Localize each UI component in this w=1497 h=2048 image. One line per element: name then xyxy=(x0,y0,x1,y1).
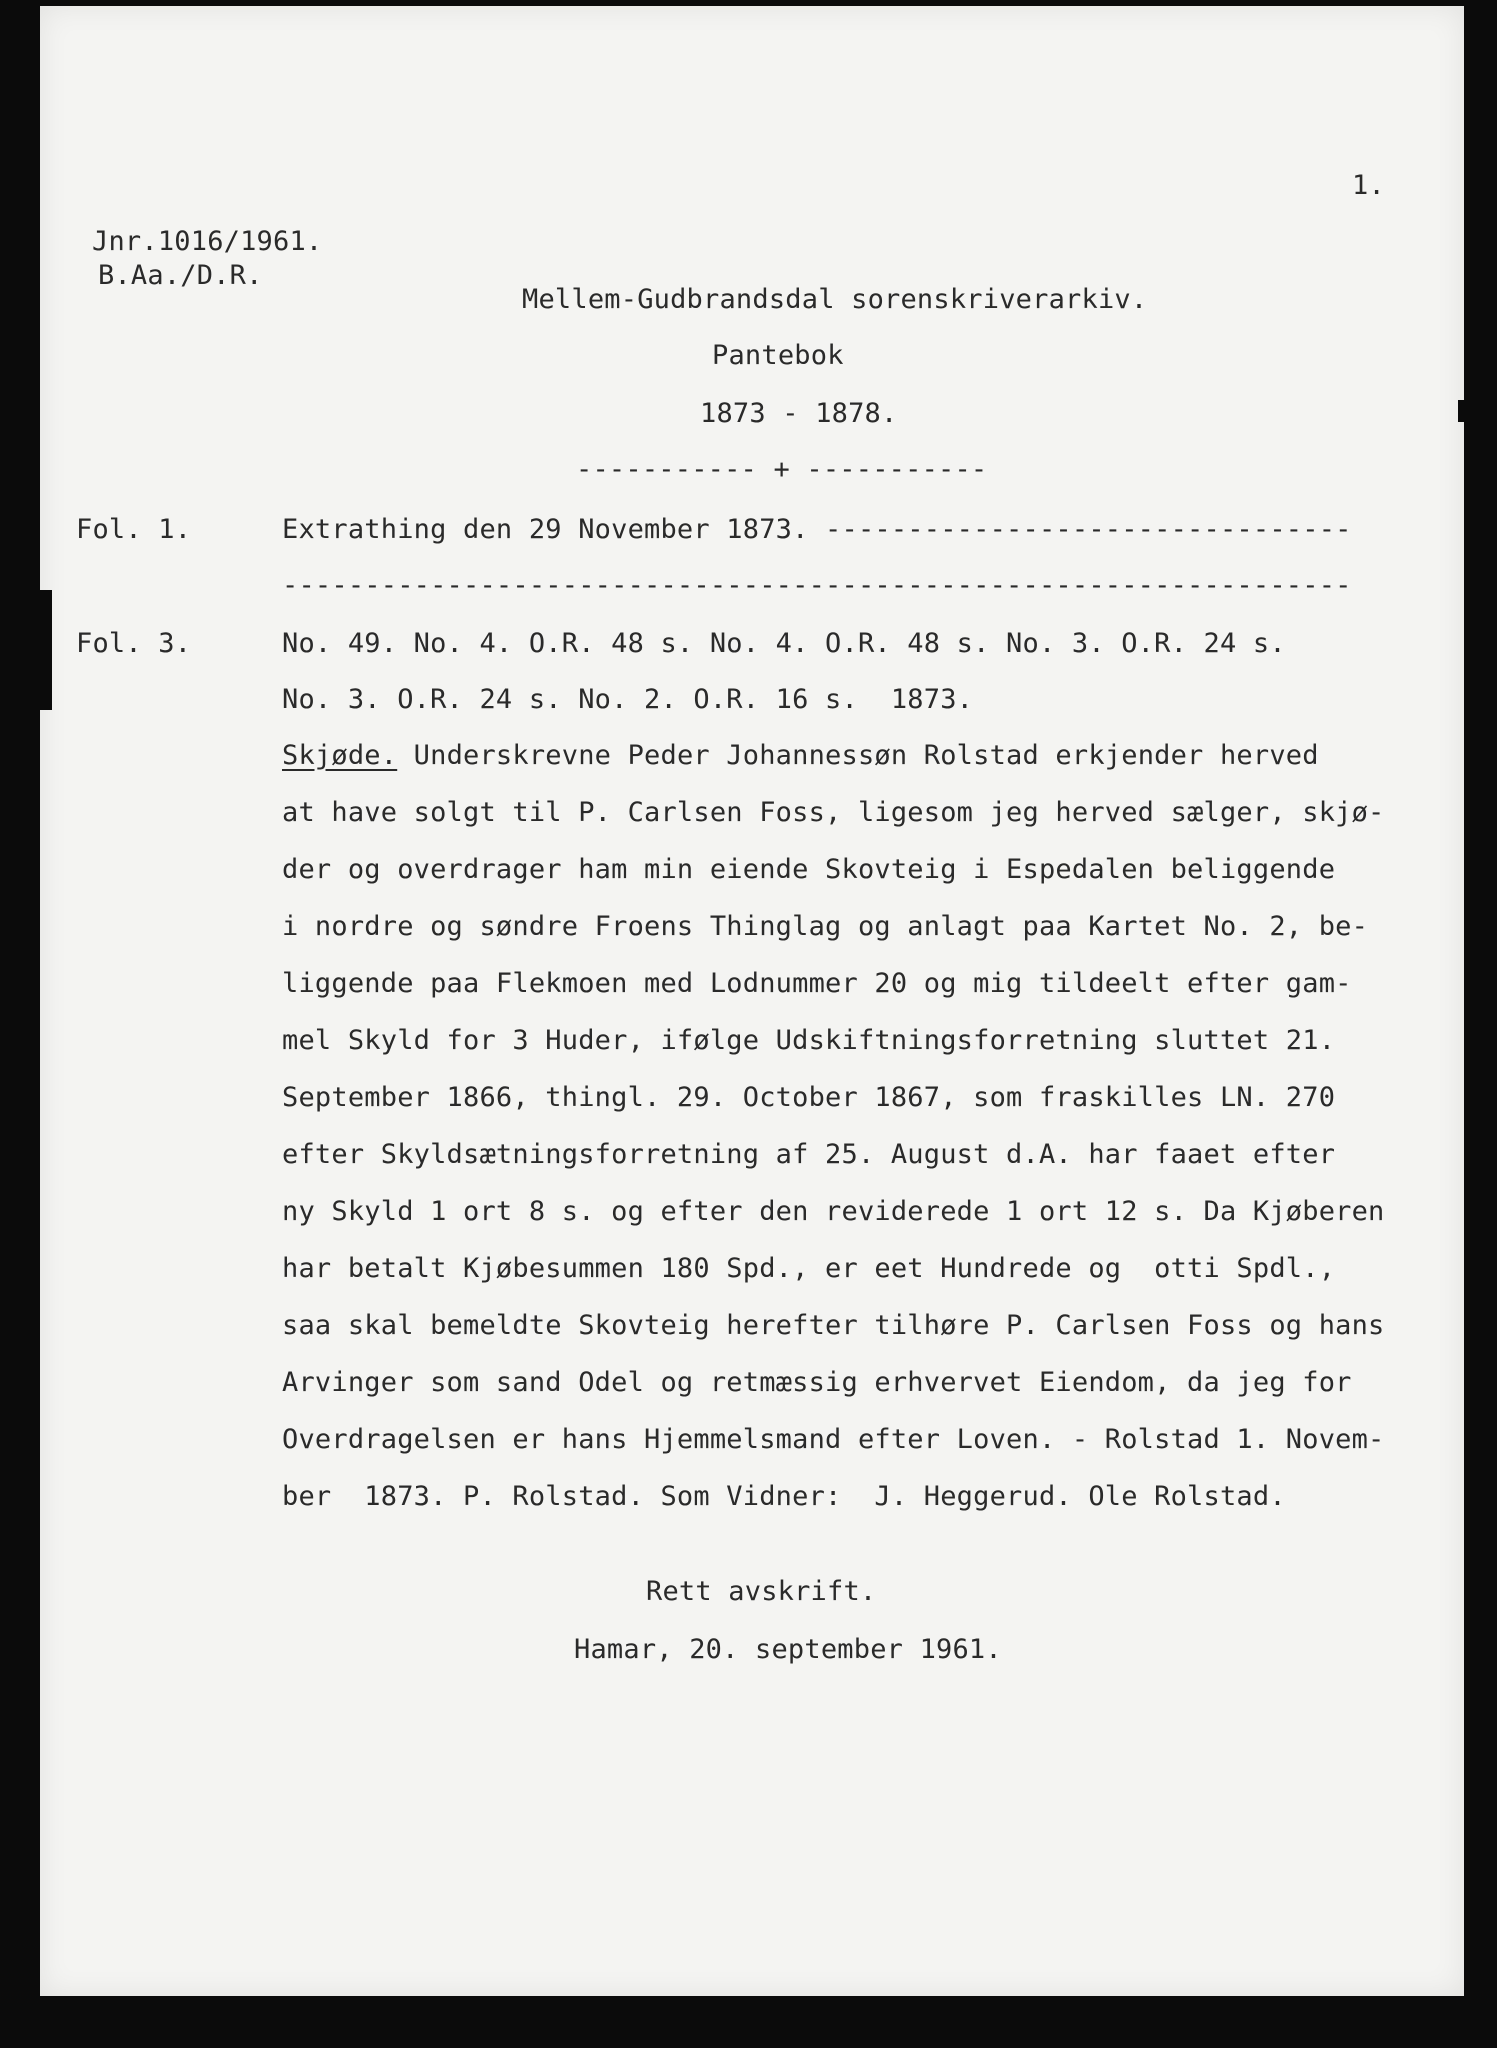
year-range: 1873 - 1878. xyxy=(700,398,898,429)
entry-line: Extrathing den 29 November 1873. -------------------------------- xyxy=(282,514,1352,545)
scan-edge xyxy=(38,590,52,710)
scan-edge-notch xyxy=(1458,400,1466,422)
archive-title: Mellem-Gudbrandsdal sorenskriverarkiv. xyxy=(522,284,1148,315)
folio-label: Fol. 1. xyxy=(76,514,192,545)
deed-line: mel Skyld for 3 Huder, ifølge Udskiftningsforretning sluttet 21. xyxy=(282,1025,1336,1056)
deed-line: liggende paa Flekmoen med Lodnummer 20 og mig tildeelt efter gam- xyxy=(282,968,1352,999)
deed-line: har betalt Kjøbesummen 180 Spd., er eet Hundrede og otti Spdl., xyxy=(282,1253,1336,1284)
folio-label: Fol. 3. xyxy=(76,628,192,659)
entry-line: No. 3. O.R. 24 s. No. 2. O.R. 16 s. 1873. xyxy=(282,684,974,715)
deed-line: efter Skyldsætningsforretning af 25. August d.A. har faaet efter xyxy=(282,1139,1336,1170)
deed-line: Overdragelsen er hans Hjemmelsmand efter Loven. - Rolstad 1. Novem- xyxy=(282,1424,1385,1455)
book-title: Pantebok xyxy=(712,340,844,371)
title-separator: ----------- + ----------- xyxy=(576,454,988,485)
deed-line: ber 1873. P. Rolstad. Som Vidner: J. Heggerud. Ole Rolstad. xyxy=(282,1481,1286,1512)
deed-line: Underskrevne Peder Johannessøn Rolstad erkjender herved xyxy=(397,740,1319,771)
deed-line: i nordre og søndre Froens Thinglag og anlagt paa Kartet No. 2, be- xyxy=(282,911,1369,942)
deed-line: September 1866, thingl. 29. October 1867, som fraskilles LN. 270 xyxy=(282,1082,1336,1113)
certification: Rett avskrift. xyxy=(646,1576,877,1607)
place-date: Hamar, 20. september 1961. xyxy=(574,1634,1002,1665)
deed-heading: Skjøde. xyxy=(282,740,398,771)
deed-line: ny Skyld 1 ort 8 s. og efter den reviderede 1 ort 12 s. Da Kjøberen xyxy=(282,1196,1385,1227)
initials: B.Aa./D.R. xyxy=(98,260,263,291)
entry-line: No. 49. No. 4. O.R. 48 s. No. 4. O.R. 48 s. No. 3. O.R. 24 s. xyxy=(282,628,1286,659)
journal-number: Jnr.1016/1961. xyxy=(92,226,323,257)
entry-line: ----------------------------------------------------------------- xyxy=(282,570,1352,601)
deed-line: Arvinger som sand Odel og retmæssig erhvervet Eiendom, da jeg for xyxy=(282,1367,1352,1398)
deed-line: at have solgt til P. Carlsen Foss, ligesom jeg herved sælger, skjø- xyxy=(282,797,1385,828)
page-number: 1. xyxy=(1352,170,1385,201)
deed-first-line xyxy=(282,742,1319,769)
deed-line: der og overdrager ham min eiende Skovteig i Espedalen beliggende xyxy=(282,854,1336,885)
deed-line: saa skal bemeldte Skovteig herefter tilhøre P. Carlsen Foss og hans xyxy=(282,1310,1385,1341)
